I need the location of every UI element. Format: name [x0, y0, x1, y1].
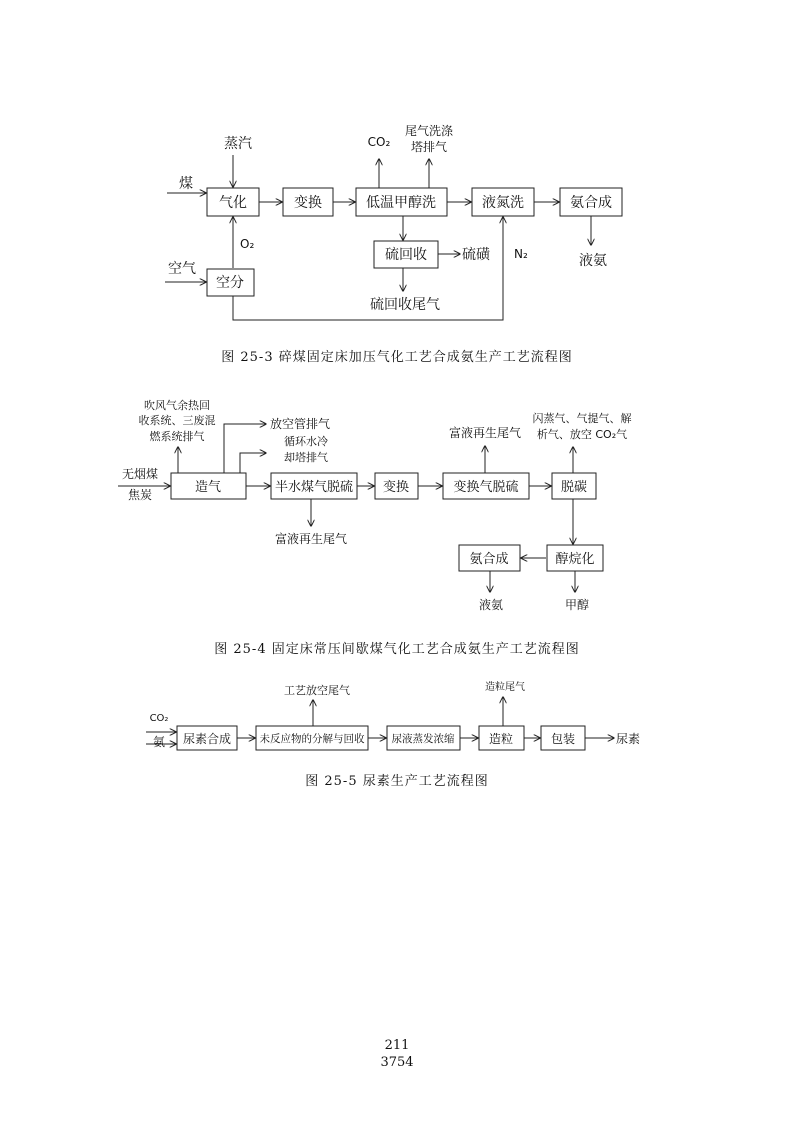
- svg-text:氨合成: 氨合成: [469, 552, 509, 567]
- svg-text:变换气脱硫: 变换气脱硫: [453, 480, 519, 495]
- svg-text:脱碳: 脱碳: [560, 480, 588, 495]
- node-ammonia-synthesis: [459, 545, 520, 571]
- caption-figure-25-3: 图 25-3 碎煤固定床加压气化工艺合成氨生产工艺流程图: [221, 350, 573, 365]
- svg-text:低温甲醇洗: 低温甲醇洗: [366, 195, 436, 211]
- page-number: 211: [384, 1038, 410, 1053]
- label-flash-line1: 闪蒸气、气提气、解: [532, 412, 632, 425]
- label-liquid-ammonia: 液氨: [579, 253, 607, 269]
- svg-text:氨合成: 氨合成: [570, 195, 612, 211]
- node-urea-synthesis: [177, 726, 237, 750]
- label-coke: 焦炭: [127, 488, 153, 502]
- node-ammonia-synthesis: [560, 188, 622, 216]
- label-urea: 尿素: [616, 732, 641, 746]
- node-shift-desulfurization: [443, 473, 529, 499]
- label-ammonia: 氨: [152, 735, 166, 749]
- figure-25-4-nodes: [122, 398, 632, 612]
- edge-airsep-n2: [233, 217, 503, 320]
- label-vent-pipe: 放空管排气: [270, 417, 331, 431]
- node-decomposition-recovery: [256, 726, 368, 750]
- svg-text:尿素合成: 尿素合成: [182, 732, 232, 746]
- svg-text:半水煤气脱硫: 半水煤气脱硫: [274, 480, 354, 495]
- label-o2: O₂: [240, 237, 255, 251]
- label-sulfur: 硫磺: [462, 247, 490, 263]
- label-blow-line2: 收系统、三废混: [138, 414, 216, 427]
- node-sulfur-recovery: [374, 241, 438, 268]
- label-blow-line3: 燃系统排气: [149, 430, 205, 443]
- label-tail-wash-line2: 塔排气: [410, 140, 448, 154]
- label-vent-tail: 工艺放空尾气: [284, 684, 350, 697]
- caption-figure-25-4: 图 25-4 固定床常压间歇煤气化工艺合成氨生产工艺流程图: [214, 642, 580, 657]
- node-semiwater-desulfurization: [271, 473, 357, 499]
- label-cooling-line1: 循环水冷: [284, 435, 328, 448]
- svg-text:造粒: 造粒: [488, 732, 514, 746]
- node-granulation: [479, 726, 524, 750]
- label-liquid-ammonia: 液氨: [478, 598, 504, 612]
- svg-text:变换: 变换: [382, 480, 410, 495]
- svg-text:包装: 包装: [550, 732, 576, 746]
- figure-25-5-nodes: [150, 680, 640, 750]
- label-flash-line2: 析气、放空 CO₂气: [536, 428, 628, 441]
- node-nitrogen-wash: [472, 188, 534, 216]
- label-anthracite: 无烟煤: [121, 467, 159, 481]
- label-methanol: 甲醇: [564, 598, 590, 612]
- node-packaging: [541, 726, 585, 750]
- label-sulfur-tail: 硫回收尾气: [370, 297, 440, 313]
- label-cooling-line2: 却塔排气: [284, 451, 328, 464]
- svg-text:硫回收: 硫回收: [385, 247, 427, 263]
- edge-gasmake-cooling: [240, 453, 266, 473]
- label-tail-wash-line1: 尾气洗涤: [404, 124, 454, 138]
- label-co2: CO₂: [367, 135, 391, 149]
- node-gasify: [207, 188, 259, 216]
- label-granulation-tail: 造粒尾气: [485, 682, 525, 693]
- svg-text:空分: 空分: [216, 275, 244, 291]
- label-n2: N₂: [514, 247, 528, 261]
- svg-text:气化: 气化: [219, 195, 247, 211]
- node-air-separation: [207, 269, 254, 296]
- page-code: 3754: [380, 1055, 414, 1070]
- label-rich-regen-lower: 富液再生尾气: [274, 532, 348, 546]
- label-air: 空气: [168, 261, 196, 277]
- node-rectisol: [356, 188, 447, 216]
- svg-text:醇烷化: 醇烷化: [555, 552, 595, 567]
- label-steam: 蒸汽: [224, 136, 252, 152]
- node-shift: [283, 188, 333, 216]
- node-gas-making: [171, 473, 246, 499]
- svg-text:液氮洗: 液氮洗: [482, 195, 524, 211]
- svg-text:未反应物的分解与回收: 未反应物的分解与回收: [259, 733, 365, 745]
- node-shift: [375, 473, 418, 499]
- label-blow-line1: 吹风气余热回: [144, 399, 210, 412]
- caption-figure-25-5: 图 25-5 尿素生产工艺流程图: [305, 774, 489, 789]
- label-coal: 煤: [179, 176, 193, 192]
- node-alcohol-alkylation: [547, 545, 603, 571]
- node-evaporation: [387, 726, 460, 750]
- label-rich-regen-upper: 富液再生尾气: [448, 426, 522, 440]
- node-decarbonization: [552, 473, 596, 499]
- edge-gasmake-vent: [224, 424, 266, 473]
- label-co2: CO₂: [149, 713, 169, 724]
- svg-text:变换: 变换: [294, 195, 322, 211]
- svg-text:尿液蒸发浓缩: 尿液蒸发浓缩: [391, 733, 455, 745]
- svg-text:造气: 造气: [194, 480, 222, 495]
- figure-25-3-nodes: [168, 123, 622, 313]
